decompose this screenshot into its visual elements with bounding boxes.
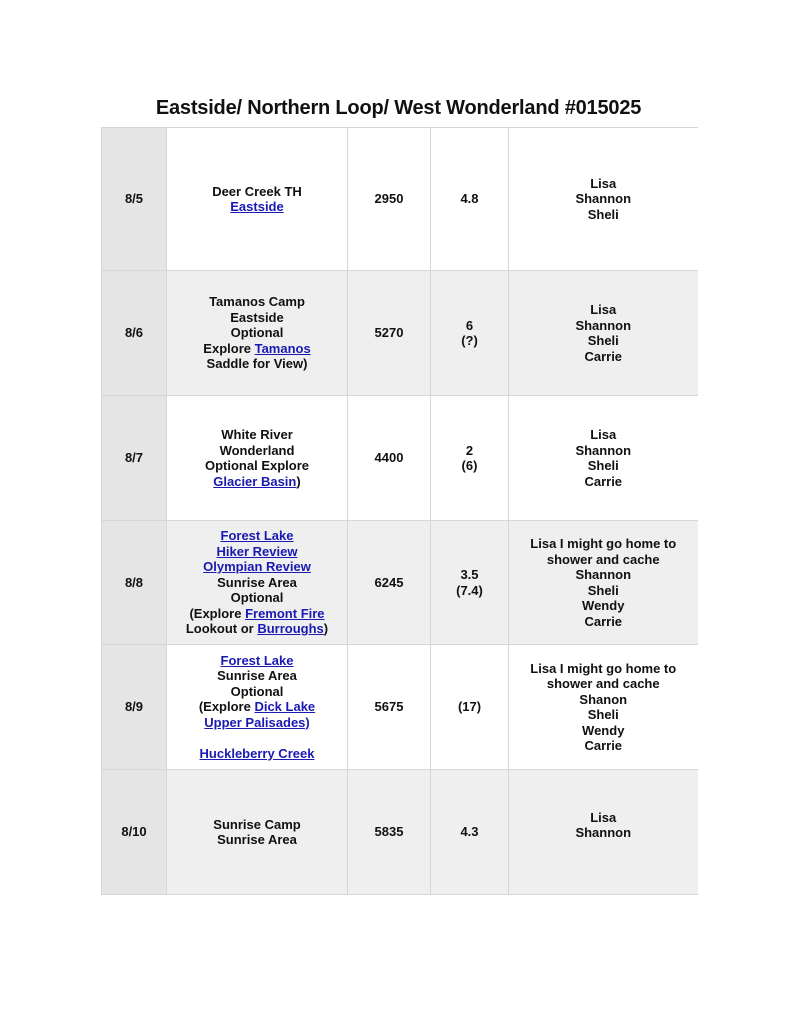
person: Lisa <box>590 809 617 825</box>
camp-line: Optional <box>230 683 284 699</box>
person: Sheli <box>587 582 619 598</box>
fremont-fire-link[interactable]: Fremont Fire <box>245 605 325 621</box>
table-row <box>102 271 698 396</box>
camp-line: Wonderland <box>219 442 295 458</box>
camp-line: White River <box>221 427 293 442</box>
miles-cell <box>431 645 509 770</box>
miles-line: (?) <box>461 333 478 348</box>
miles-line: (7.4) <box>456 582 483 598</box>
date-cell: 8/5 <box>102 128 167 271</box>
date-cell: 8/7 <box>102 396 167 521</box>
burroughs-link[interactable]: Burroughs <box>257 621 324 637</box>
camp-line: Sunrise Camp <box>213 816 301 832</box>
camp-cell <box>167 271 348 396</box>
person: Shannon <box>575 191 632 207</box>
table-row <box>102 128 698 271</box>
miles-line: 6 <box>465 317 474 333</box>
miles-cell <box>431 128 509 271</box>
people-cell <box>509 271 698 396</box>
camp-line: Sunrise Area <box>217 832 297 847</box>
elevation-cell: 6245 <box>348 521 431 645</box>
person: Sheli <box>587 458 619 473</box>
camp-line: Optional <box>230 325 284 341</box>
person: shower and cache <box>546 676 660 691</box>
camp-text: ) <box>296 473 301 489</box>
elevation-cell: 5675 <box>348 645 431 770</box>
table-row <box>102 396 698 521</box>
person: Wendy <box>582 722 625 738</box>
camp-cell <box>167 128 348 271</box>
camp-text: (Explore <box>198 699 255 715</box>
table-row <box>102 645 698 770</box>
camp-cell <box>167 645 348 770</box>
camp-line: Optional Explore <box>204 458 309 473</box>
person: Shannon <box>575 567 632 582</box>
eastside-link[interactable]: Eastside <box>230 199 284 214</box>
people-cell <box>509 521 698 645</box>
table-row <box>102 521 698 645</box>
elevation-cell: 2950 <box>348 128 431 271</box>
table-row <box>102 770 698 895</box>
person: Shannon <box>575 317 632 333</box>
forest-lake-link[interactable]: Forest Lake <box>220 528 294 544</box>
glacier-basin-link[interactable]: Glacier Basin <box>213 473 297 489</box>
date-cell: 8/9 <box>102 645 167 770</box>
elevation-cell: 5270 <box>348 271 431 396</box>
spacer-line <box>167 730 347 746</box>
people-cell <box>509 396 698 521</box>
person: shower and cache <box>546 551 660 567</box>
camp-text: or <box>237 621 258 637</box>
person: Carrie <box>584 738 623 753</box>
person: Shannon <box>575 442 632 458</box>
person: Wendy <box>582 598 625 613</box>
date-cell: 8/6 <box>102 271 167 396</box>
people-cell <box>509 645 698 770</box>
page-title: Eastside/ Northern Loop/ West Wonderland #015025 <box>155 97 642 119</box>
miles-cell <box>431 521 509 645</box>
camp-line: Sunrise Area <box>217 668 297 684</box>
person: Lisa <box>590 427 617 442</box>
itinerary-table <box>101 127 698 895</box>
camp-line: Deer Creek TH <box>212 183 302 199</box>
person: Carrie <box>584 473 623 489</box>
camp-line: Sunrise Area <box>217 574 297 590</box>
person: Lisa <box>590 175 617 191</box>
camp-cell <box>167 396 348 521</box>
camp-line: Tamanos Camp <box>209 294 305 310</box>
dick-lake-link[interactable]: Dick Lake <box>254 699 316 715</box>
camp-line: Eastside <box>230 309 284 325</box>
date-cell: 8/8 <box>102 521 167 645</box>
person: Sheli <box>587 333 619 348</box>
miles-line: (17) <box>457 699 482 715</box>
miles-line: 2 <box>465 442 474 458</box>
camp-line: Optional <box>230 590 284 606</box>
forest-lake-link[interactable]: Forest Lake <box>220 652 294 668</box>
person: Sheli <box>587 707 619 722</box>
miles-cell <box>431 770 509 895</box>
miles-cell <box>431 271 509 396</box>
camp-cell <box>167 521 348 645</box>
camp-line: Saddle for View) <box>206 356 308 372</box>
person: Shannon <box>575 825 632 840</box>
elevation-cell: 5835 <box>348 770 431 895</box>
huckleberry-creek-link[interactable]: Huckleberry Creek <box>199 745 315 761</box>
camp-text: Lookout <box>185 621 238 637</box>
person: Carrie <box>584 613 623 629</box>
person: Sheli <box>587 206 619 222</box>
person: Carrie <box>584 348 623 364</box>
miles-line: 4.8 <box>460 191 479 207</box>
people-cell <box>509 770 698 895</box>
date-cell: 8/10 <box>102 770 167 895</box>
camp-text: Explore <box>203 340 255 356</box>
camp-cell <box>167 770 348 895</box>
olympian-review-link[interactable]: Olympian Review <box>203 559 311 575</box>
upper-palisades-link[interactable]: Upper Palisades) <box>204 714 310 730</box>
elevation-cell: 4400 <box>348 396 431 521</box>
camp-text: (Explore <box>189 605 246 621</box>
people-cell <box>509 128 698 271</box>
miles-line: 4.3 <box>460 824 479 840</box>
tamanos-link[interactable]: Tamanos <box>254 340 311 356</box>
miles-cell <box>431 396 509 521</box>
hiker-review-link[interactable]: Hiker Review <box>216 543 298 559</box>
person: Lisa I might go home to <box>530 660 677 676</box>
camp-text: ) <box>323 621 329 637</box>
miles-line: 3.5 <box>460 567 479 582</box>
miles-line: (6) <box>461 458 478 473</box>
person: Shanon <box>579 691 628 707</box>
person: Lisa <box>590 302 617 317</box>
person: Lisa I might go home to <box>530 536 677 551</box>
